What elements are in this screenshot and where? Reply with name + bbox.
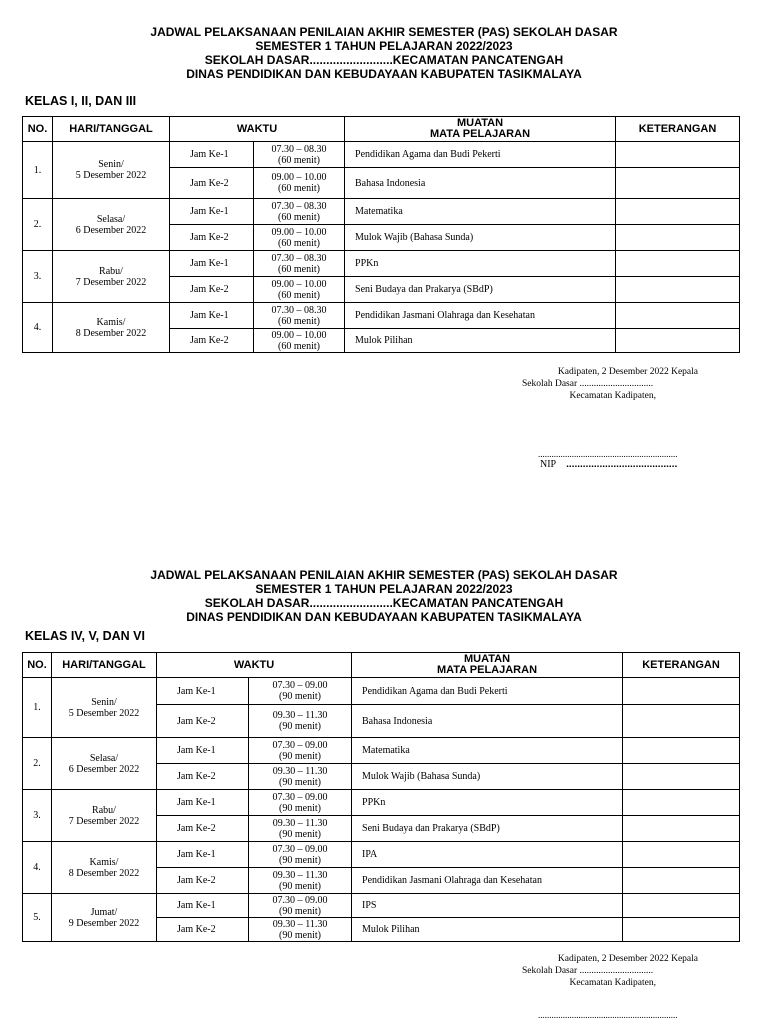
header-title: JADWAL PELAKSANAAN PENILAIAN AKHIR SEMESTER (PAS) SEKOLAH DASAR — [150, 568, 618, 582]
nip-label: NIP — [540, 459, 557, 470]
table-row — [23, 894, 740, 918]
signature-block-1 — [520, 366, 698, 402]
schedule-table-2 — [22, 652, 740, 942]
header-title: JADWAL PELAKSANAAN PENILAIAN AKHIR SEMESTER (PAS) SEKOLAH DASAR — [150, 25, 618, 39]
signature-place-date: Kadipaten, 2 Desember 2022 Kepala — [557, 954, 698, 964]
day-date: Jumat/ 9 Desember 2022 — [52, 894, 157, 942]
day-group — [23, 894, 740, 942]
subject: PPKn — [345, 251, 616, 277]
time: 09.30 – 11.30 (90 menit) — [249, 705, 352, 738]
col-waktu: WAKTU — [157, 653, 352, 678]
day-date: Selasa/ 6 Desember 2022 — [53, 199, 170, 251]
day-date: Senin/ 5 Desember 2022 — [52, 678, 157, 738]
subject: IPA — [352, 842, 623, 868]
keterangan-cell — [623, 678, 740, 705]
day-date: Kamis/ 8 Desember 2022 — [53, 303, 170, 353]
keterangan-cell — [623, 918, 740, 942]
day-date: Rabu/ 7 Desember 2022 — [52, 790, 157, 842]
header-office: DINAS PENDIDIKAN DAN KEBUDAYAAN KABUPATEN TASIKMALAYA — [186, 67, 582, 81]
jam: Jam Ke-2 — [157, 918, 249, 942]
col-hari: HARI/TANGGAL — [53, 117, 170, 142]
col-no: NO. — [23, 653, 52, 678]
time: 09.00 – 10.00 (60 menit) — [254, 168, 345, 199]
col-hari: HARI/TANGGAL — [52, 653, 157, 678]
time: 07.30 – 08.30 (60 menit) — [254, 303, 345, 329]
jam: Jam Ke-2 — [170, 225, 254, 251]
keterangan-cell — [616, 277, 740, 303]
time: 09.30 – 11.30 (90 menit) — [249, 868, 352, 894]
col-waktu: WAKTU — [170, 117, 345, 142]
col-keterangan: KETERANGAN — [616, 117, 740, 142]
day-date: Selasa/ 6 Desember 2022 — [52, 738, 157, 790]
jam: Jam Ke-2 — [157, 816, 249, 842]
signature-name-line: .............................................................. — [538, 1010, 678, 1020]
subject: Pendidikan Jasmani Olahraga dan Kesehatan — [345, 303, 616, 329]
jam: Jam Ke-1 — [157, 842, 249, 868]
keterangan-cell — [623, 868, 740, 894]
table-row — [23, 738, 740, 764]
time: 09.30 – 11.30 (90 menit) — [249, 816, 352, 842]
col-muatan: MUATAN MATA PELAJARAN — [345, 117, 616, 142]
header-school: SEKOLAH DASAR.........................KECAMATAN PANCATENGAH — [204, 596, 564, 610]
row-number: 4. — [23, 303, 53, 353]
jam: Jam Ke-1 — [157, 678, 249, 705]
keterangan-cell — [623, 894, 740, 918]
signature-place-date: Kadipaten, 2 Desember 2022 Kepala — [557, 367, 698, 377]
subject: Mulok Wajib (Bahasa Sunda) — [345, 225, 616, 251]
keterangan-cell — [623, 790, 740, 816]
table-row — [23, 251, 740, 277]
keterangan-cell — [623, 816, 740, 842]
time: 09.30 – 11.30 (90 menit) — [249, 764, 352, 790]
jam: Jam Ke-1 — [157, 738, 249, 764]
time: 07.30 – 08.30 (60 menit) — [254, 142, 345, 168]
time: 07.30 – 09.00 (90 menit) — [249, 678, 352, 705]
day-date: Rabu/ 7 Desember 2022 — [53, 251, 170, 303]
table-row — [23, 678, 740, 705]
subject: Pendidikan Agama dan Budi Pekerti — [352, 678, 623, 705]
row-number: 3. — [23, 251, 53, 303]
subject: Matematika — [352, 738, 623, 764]
row-number: 1. — [23, 678, 52, 738]
table-row — [23, 303, 740, 329]
signature-school: Sekolah Dasar ............................... — [522, 966, 654, 976]
signature-name-line: .............................................................. — [538, 449, 678, 459]
subject: Pendidikan Jasmani Olahraga dan Kesehatan — [352, 868, 623, 894]
jam: Jam Ke-1 — [170, 142, 254, 168]
jam: Jam Ke-1 — [157, 894, 249, 918]
jam: Jam Ke-2 — [157, 764, 249, 790]
day-group — [23, 738, 740, 790]
row-number: 2. — [23, 199, 53, 251]
signature-block-2 — [520, 953, 698, 989]
keterangan-cell — [616, 225, 740, 251]
jam: Jam Ke-1 — [170, 199, 254, 225]
row-number: 1. — [23, 142, 53, 199]
schedule-table-1 — [22, 116, 740, 353]
col-no: NO. — [23, 117, 53, 142]
nip-line — [540, 459, 677, 470]
day-group — [23, 303, 740, 353]
keterangan-cell — [623, 842, 740, 868]
keterangan-cell — [623, 764, 740, 790]
day-group — [23, 251, 740, 303]
jam: Jam Ke-2 — [157, 705, 249, 738]
jam: Jam Ke-1 — [170, 251, 254, 277]
subject: Bahasa Indonesia — [345, 168, 616, 199]
subject: IPS — [352, 894, 623, 918]
time: 07.30 – 09.00 (90 menit) — [249, 894, 352, 918]
row-number: 4. — [23, 842, 52, 894]
table-row — [23, 790, 740, 816]
subject: Mulok Pilihan — [352, 918, 623, 942]
header-office: DINAS PENDIDIKAN DAN KEBUDAYAAN KABUPATEN TASIKMALAYA — [186, 610, 582, 624]
subject: Seni Budaya dan Prakarya (SBdP) — [352, 816, 623, 842]
jam: Jam Ke-2 — [170, 329, 254, 353]
table-row — [23, 199, 740, 225]
signature-kecamatan: Kecamatan Kadipaten, — [569, 391, 656, 401]
day-date: Senin/ 5 Desember 2022 — [53, 142, 170, 199]
col-muatan: MUATAN MATA PELAJARAN — [352, 653, 623, 678]
table-row — [23, 842, 740, 868]
keterangan-cell — [616, 303, 740, 329]
day-group — [23, 678, 740, 738]
day-group — [23, 842, 740, 894]
signature-school: Sekolah Dasar ............................... — [522, 379, 654, 389]
subject: Bahasa Indonesia — [352, 705, 623, 738]
day-group — [23, 142, 740, 199]
class-heading: KELAS I, II, DAN III — [25, 94, 137, 108]
day-group — [23, 790, 740, 842]
table-header-row — [23, 653, 740, 678]
day-date: Kamis/ 8 Desember 2022 — [52, 842, 157, 894]
subject: Mulok Pilihan — [345, 329, 616, 353]
jam: Jam Ke-1 — [170, 303, 254, 329]
header-semester: SEMESTER 1 TAHUN PELAJARAN 2022/2023 — [255, 582, 513, 596]
time: 09.00 – 10.00 (60 menit) — [254, 225, 345, 251]
subject: Mulok Wajib (Bahasa Sunda) — [352, 764, 623, 790]
keterangan-cell — [623, 705, 740, 738]
keterangan-cell — [616, 142, 740, 168]
signature-kecamatan: Kecamatan Kadipaten, — [569, 978, 656, 988]
subject: Matematika — [345, 199, 616, 225]
subject: Pendidikan Agama dan Budi Pekerti — [345, 142, 616, 168]
nip-dots: ........................................ — [566, 459, 678, 470]
jam: Jam Ke-2 — [170, 277, 254, 303]
document-header-1 — [0, 25, 768, 81]
keterangan-cell — [616, 199, 740, 225]
time: 07.30 – 09.00 (90 menit) — [249, 842, 352, 868]
time: 07.30 – 08.30 (60 menit) — [254, 251, 345, 277]
subject: PPKn — [352, 790, 623, 816]
time: 09.00 – 10.00 (60 menit) — [254, 277, 345, 303]
time: 07.30 – 09.00 (90 menit) — [249, 738, 352, 764]
col-keterangan: KETERANGAN — [623, 653, 740, 678]
jam: Jam Ke-1 — [157, 790, 249, 816]
row-number: 3. — [23, 790, 52, 842]
keterangan-cell — [616, 329, 740, 353]
row-number: 2. — [23, 738, 52, 790]
header-school: SEKOLAH DASAR.........................KECAMATAN PANCATENGAH — [204, 53, 564, 67]
table-row — [23, 142, 740, 168]
jam: Jam Ke-2 — [157, 868, 249, 894]
document-header-2 — [0, 568, 768, 624]
day-group — [23, 199, 740, 251]
time: 09.00 – 10.00 (60 menit) — [254, 329, 345, 353]
keterangan-cell — [623, 738, 740, 764]
table-header-row — [23, 117, 740, 142]
subject: Seni Budaya dan Prakarya (SBdP) — [345, 277, 616, 303]
time: 09.30 – 11.30 (90 menit) — [249, 918, 352, 942]
time: 07.30 – 08.30 (60 menit) — [254, 199, 345, 225]
class-heading: KELAS IV, V, DAN VI — [25, 629, 145, 643]
time: 07.30 – 09.00 (90 menit) — [249, 790, 352, 816]
header-semester: SEMESTER 1 TAHUN PELAJARAN 2022/2023 — [255, 39, 513, 53]
row-number: 5. — [23, 894, 52, 942]
jam: Jam Ke-2 — [170, 168, 254, 199]
keterangan-cell — [616, 168, 740, 199]
keterangan-cell — [616, 251, 740, 277]
